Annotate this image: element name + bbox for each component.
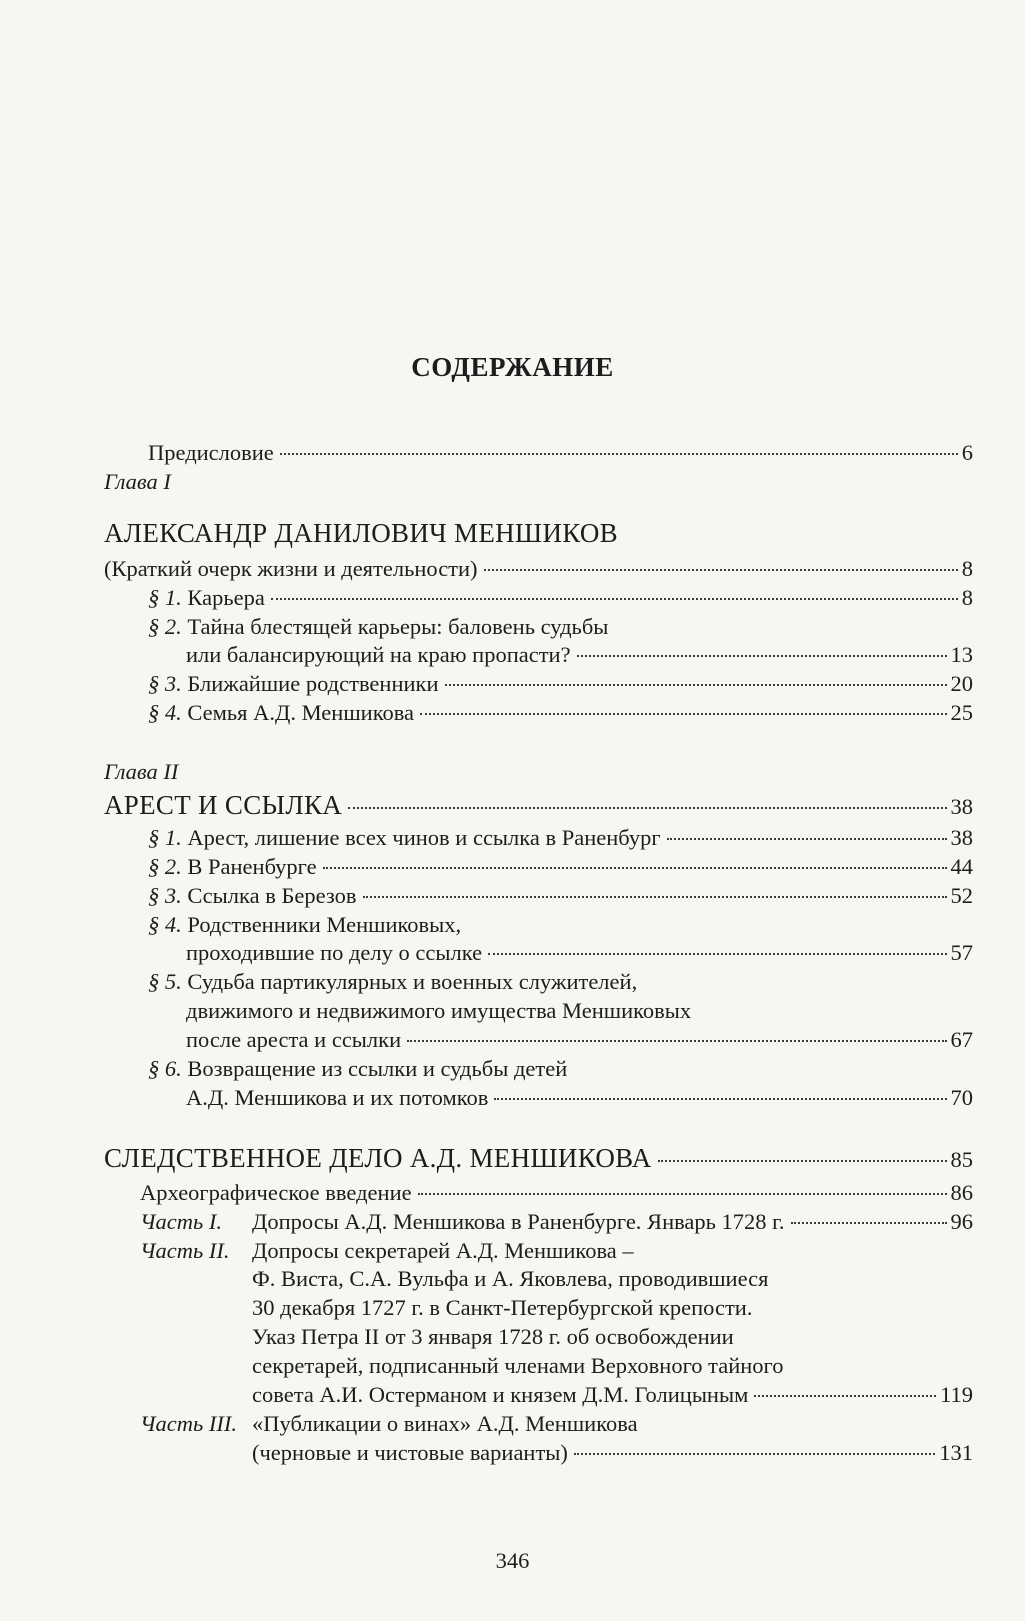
toc-entry-chapter1-subtitle[interactable] [104,554,973,584]
page-title: СОДЕРЖАНИЕ [411,352,614,382]
toc-entry-section[interactable] [148,698,973,728]
section-number: § 1. [148,825,182,850]
toc-entry-part[interactable] [140,1207,973,1237]
dot-leader [418,1193,947,1195]
dot-leader [280,453,958,455]
section-number: § 4. [148,912,182,937]
dot-leader [754,1395,936,1397]
chapter-title: АЛЕКСАНДР ДАНИЛОВИЧ МЕНШИКОВ [104,518,618,548]
section-number: § 6. [148,1056,182,1081]
page-number: 85 [950,1147,973,1172]
part-number: Часть III. [140,1411,237,1436]
entry-label: (Краткий очерк жизни и деятельности) [104,556,478,581]
dot-leader [667,838,947,840]
toc-entry-continuation[interactable] [252,1438,973,1468]
page-number: 44 [950,854,973,879]
section-number: § 3. [148,671,182,696]
entry-label: Археографическое введение [140,1180,412,1205]
dot-leader [420,713,946,715]
chapter-title: АРЕСТ И ССЫЛКА [104,790,343,820]
dot-leader [791,1222,947,1224]
page-number: 57 [950,940,973,965]
toc-entry-continuation[interactable] [186,1025,973,1055]
entry-label: Предисловие [148,440,274,465]
page-number: 70 [950,1085,973,1110]
toc-entry-section[interactable] [148,910,461,940]
entry-label: В Раненбурге [187,854,317,879]
entry-label: А.Д. Меншикова и их потомков [186,1085,489,1110]
entry-label: совета А.И. Остерманом и князем Д.М. Голицыным [252,1382,749,1407]
entry-label: движимого и недвижимого имущества Меншиковых [186,998,692,1023]
toc-entry-preface[interactable] [148,438,973,468]
entry-label: Карьера [187,585,265,610]
entry-label: Возвращение из ссылки и судьбы детей [187,1056,568,1081]
section-number: § 2. [148,854,182,879]
dot-leader [577,655,947,657]
page-number: 38 [950,794,973,819]
toc-entry-continuation[interactable] [186,938,973,968]
entry-label: Семья А.Д. Меншикова [187,700,415,725]
section-number: § 4. [148,700,182,725]
dot-leader [488,953,946,955]
page-number: 20 [950,671,973,696]
toc-entry-section[interactable] [148,881,973,911]
entry-label: Ф. Виста, С.А. Вульфа и А. Яковлева, проводившиеся [252,1266,769,1291]
toc-entry-case-title[interactable] [104,1143,973,1175]
toc-entry-section[interactable] [148,852,973,882]
dot-leader [574,1453,935,1455]
dot-leader [323,867,947,869]
section-number: § 5. [148,969,182,994]
entry-label: 30 декабря 1727 г. в Санкт-Петербургской крепости. [252,1295,753,1320]
page-number: 131 [939,1440,973,1465]
toc-entry-intro[interactable] [140,1178,973,1208]
page-number: 67 [950,1027,973,1052]
entry-label: секретарей, подписанный членами Верховного тайного [252,1353,784,1378]
dot-leader [363,896,947,898]
toc-entry-section[interactable] [148,967,637,997]
page-number: 96 [950,1209,973,1234]
page-number: 8 [961,585,973,610]
page-number: 8 [961,556,973,581]
toc-entry-part[interactable] [140,1409,638,1439]
toc-entry-continuation[interactable] [186,1083,973,1113]
dot-leader [407,1040,946,1042]
dot-leader [494,1098,946,1100]
section-number: § 2. [148,614,182,639]
part-number: Часть I. [140,1209,222,1234]
toc-entry-section[interactable] [148,669,973,699]
section-number: § 3. [148,883,182,908]
toc-entry-chapter2-title[interactable] [104,790,973,822]
page-number: 6 [961,440,973,465]
toc-entry-section[interactable] [148,612,608,642]
page-number: 13 [950,642,973,667]
chapter-title: СЛЕДСТВЕННОЕ ДЕЛО А.Д. МЕНШИКОВА [104,1143,652,1173]
part-number: Часть II. [140,1238,230,1263]
page-number: 25 [950,700,973,725]
section-number: § 1. [148,585,182,610]
entry-label: «Публикации о винах» А.Д. Меншикова [252,1411,638,1436]
toc-entry-section[interactable] [148,1054,567,1084]
entry-label: Тайна блестящей карьеры: баловень судьбы [187,614,609,639]
entry-label: Допросы А.Д. Меншикова в Раненбурге. Январь 1728 г. [252,1209,785,1234]
toc-entry-part[interactable] [140,1236,634,1266]
entry-label: Допросы секретарей А.Д. Меншикова – [252,1238,634,1263]
page-folio: 346 [495,1548,530,1573]
page-number: 119 [940,1382,973,1407]
entry-label: после ареста и ссылки [186,1027,402,1052]
entry-label: Родственники Меншиковых, [187,912,462,937]
dot-leader [271,598,958,600]
chapter-label: Глава I [104,469,171,494]
entry-label: (черновые и чистовые варианты) [252,1440,568,1465]
toc-entry-section[interactable] [148,823,973,853]
dot-leader [484,569,958,571]
toc-entry-continuation[interactable] [252,1380,973,1410]
page-number: 38 [950,825,973,850]
dot-leader [658,1160,947,1162]
page-number: 86 [950,1180,973,1205]
dot-leader [445,684,947,686]
toc-entry-section[interactable] [148,583,973,613]
entry-label: Ближайшие родственники [187,671,439,696]
entry-label: Указ Петра II от 3 января 1728 г. об освобождении [252,1324,734,1349]
entry-label: Ссылка в Березов [187,883,357,908]
page-number: 52 [950,883,973,908]
toc-entry-continuation[interactable] [186,640,973,670]
dot-leader [348,807,946,809]
entry-label: проходившие по делу о ссылке [186,940,483,965]
entry-label: или балансирующий на краю пропасти? [186,642,571,667]
entry-label: Судьба партикулярных и военных служителей, [187,969,638,994]
chapter-label: Глава II [104,759,179,784]
entry-label: Арест, лишение всех чинов и ссылка в Раненбург [187,825,661,850]
